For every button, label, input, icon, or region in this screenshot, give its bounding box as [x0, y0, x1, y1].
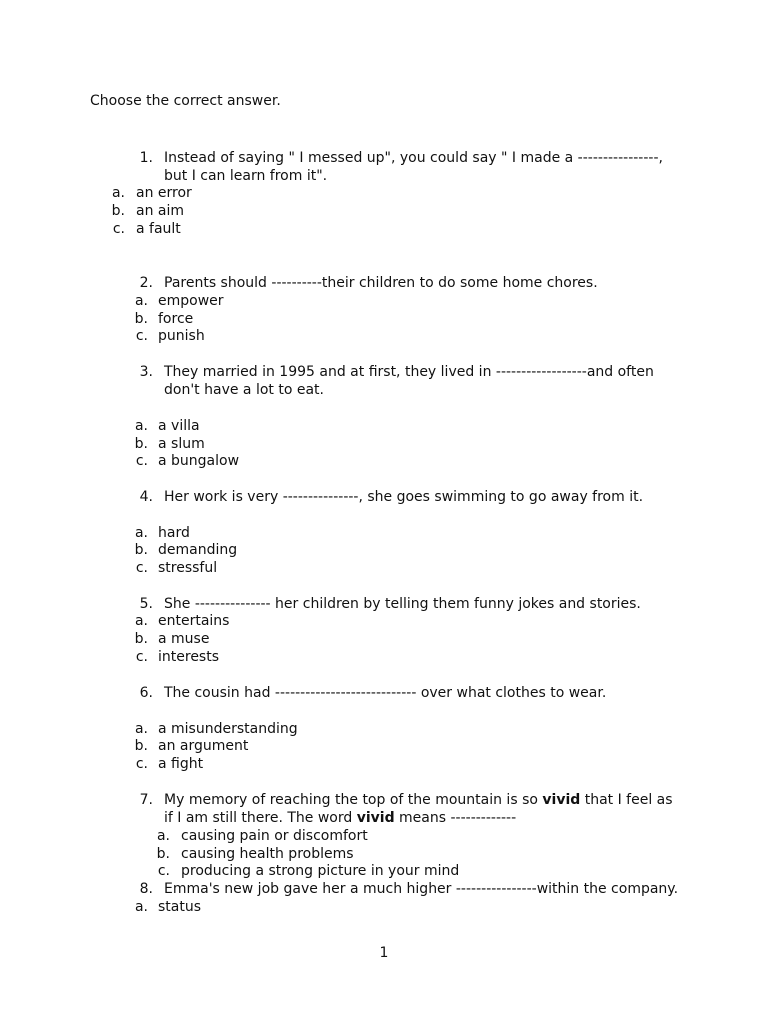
option-text: a slum	[158, 436, 205, 452]
option-letter: c.	[135, 649, 148, 665]
option-text: hard	[158, 525, 190, 541]
question-number: 8.	[139, 881, 153, 897]
option-text: force	[158, 311, 194, 327]
question-text: The cousin had ---------------------------- over what clothes to wear.	[164, 685, 607, 701]
option-text: interests	[158, 649, 220, 665]
option-letter: b.	[134, 436, 148, 452]
question-text-continued: but I can learn from it".	[164, 168, 328, 184]
option-text: stressful	[158, 560, 218, 576]
question-text: Instead of saying " I messed up", you could say " I made a ----------------,	[164, 150, 663, 166]
option-letter: c.	[135, 328, 148, 344]
option-text: a muse	[158, 631, 210, 647]
option-letter: c.	[135, 453, 148, 469]
option-text: empower	[158, 293, 224, 309]
option-letter: c.	[135, 756, 148, 772]
instruction-text: Choose the correct answer.	[90, 93, 281, 109]
option-letter: b.	[156, 846, 170, 862]
option-letter: a.	[134, 721, 148, 737]
question-number: 3.	[139, 364, 153, 380]
question-text: She --------------- her children by telling them funny jokes and stories.	[164, 596, 641, 612]
option-letter: b.	[111, 203, 125, 219]
question-text: Emma's new job gave her a much higher ----------------within the company.	[164, 881, 679, 897]
question-text: My memory of reaching the top of the mountain is so vivid that I feel as	[164, 792, 673, 808]
option-text: a fault	[136, 221, 181, 237]
option-letter: a.	[134, 293, 148, 309]
option-text: entertains	[158, 613, 230, 629]
vivid-bold-word: vivid	[356, 810, 395, 826]
question-number: 4.	[139, 489, 153, 505]
question-number: 1.	[139, 150, 153, 166]
option-letter: a.	[134, 525, 148, 541]
option-text: an argument	[158, 738, 249, 754]
option-letter: c.	[157, 863, 170, 879]
question-number: 2.	[139, 275, 153, 291]
option-letter: b.	[134, 631, 148, 647]
page-number: 1	[379, 945, 389, 961]
option-letter: a.	[156, 828, 170, 844]
option-letter: a.	[134, 899, 148, 915]
option-text: an error	[136, 185, 192, 201]
option-text: a bungalow	[158, 453, 240, 469]
option-text: a fight	[158, 756, 204, 772]
question-text-continued: if I am still there. The word vivid means -------------	[164, 810, 517, 826]
option-text: a villa	[158, 418, 200, 434]
question-text: Parents should ----------their children to do some home chores.	[164, 275, 598, 291]
question-text-continued: don't have a lot to eat.	[164, 382, 324, 398]
option-text: an aim	[136, 203, 185, 219]
question-text: They married in 1995 and at first, they lived in ------------------and often	[164, 364, 654, 380]
option-text: status	[158, 899, 202, 915]
option-letter: b.	[134, 311, 148, 327]
option-letter: b.	[134, 738, 148, 754]
option-letter: a.	[134, 418, 148, 434]
vivid-bold-word: vivid	[542, 792, 581, 808]
option-text: causing pain or discomfort	[181, 828, 368, 844]
option-text: punish	[158, 328, 205, 344]
option-text: producing a strong picture in your mind	[181, 863, 460, 879]
option-letter: c.	[135, 560, 148, 576]
option-letter: a.	[134, 613, 148, 629]
option-letter: b.	[134, 542, 148, 558]
question-number: 6.	[139, 685, 153, 701]
question-text: Her work is very ---------------, she goes swimming to go away from it.	[164, 489, 644, 505]
option-text: demanding	[158, 542, 238, 558]
option-text: a misunderstanding	[158, 721, 298, 737]
option-letter: c.	[112, 221, 125, 237]
question-number: 7.	[139, 792, 153, 808]
question-number: 5.	[139, 596, 153, 612]
option-text: causing health problems	[181, 846, 354, 862]
option-letter: a.	[111, 185, 125, 201]
